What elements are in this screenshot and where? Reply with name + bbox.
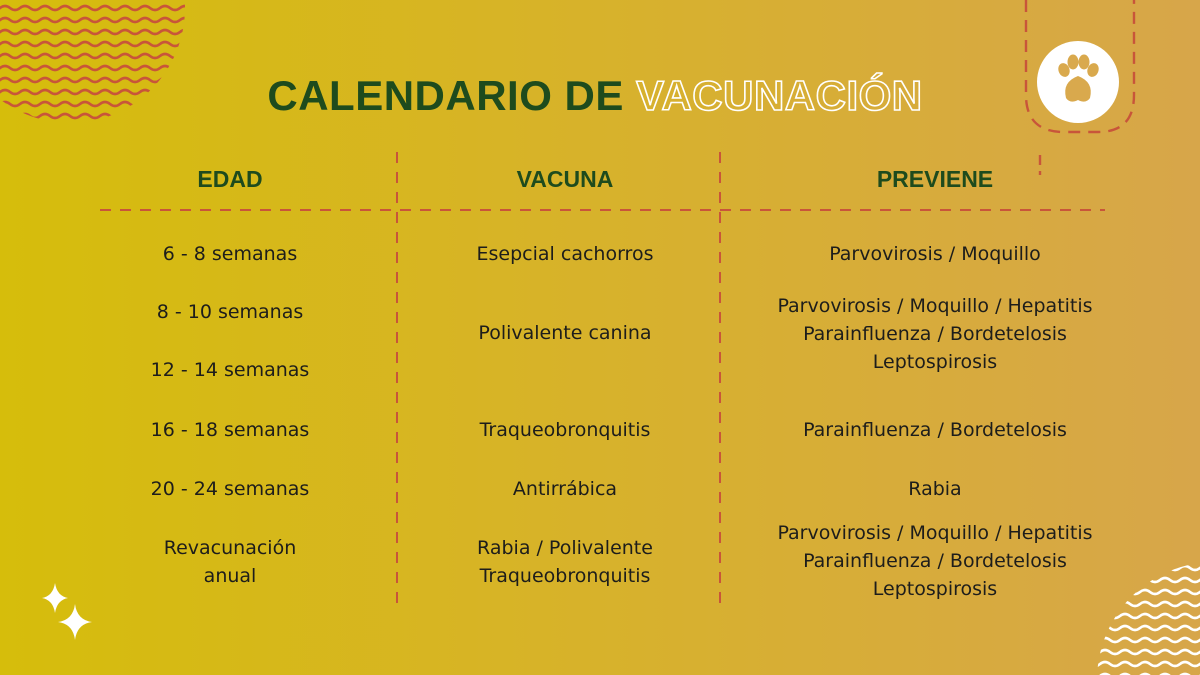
edad-cell: 16 - 18 semanas — [150, 419, 310, 441]
edad-cell — [100, 534, 360, 590]
wave-line — [0, 66, 200, 70]
header-edad: EDAD — [197, 166, 263, 192]
wave-line — [0, 18, 200, 22]
page-title — [0, 72, 1190, 120]
edad-line: Revacunación — [163, 537, 297, 559]
sparkles-icon — [42, 583, 92, 640]
wave-line — [1080, 662, 1200, 666]
header-previene: PREVIENE — [876, 166, 994, 192]
vacuna-cell — [430, 534, 700, 590]
previene-line: Parvovirosis / Moquillo / Hepatitis — [777, 295, 1093, 317]
previene-line: Leptospirosis — [872, 351, 998, 373]
wave-line — [0, 54, 200, 58]
wave-line — [1080, 626, 1200, 630]
edad-cell: 20 - 24 semanas — [150, 478, 310, 500]
previene-cell: Rabia — [908, 478, 962, 500]
header-vacuna: VACUNA — [516, 166, 614, 192]
previene-line: Parvovirosis / Moquillo / Hepatitis — [777, 522, 1093, 544]
wave-line — [1080, 614, 1200, 618]
previene-line: Parainfluenza / Bordetelosis — [803, 323, 1067, 345]
previene-cell: Parvovirosis / Moquillo — [829, 243, 1041, 265]
wave-line — [0, 30, 200, 34]
previene-cell — [760, 519, 1110, 603]
title-part-1: CALENDARIO DE — [267, 72, 624, 119]
previene-line: Leptospirosis — [872, 578, 998, 600]
vacuna-cell: Esepcial cachorros — [476, 243, 654, 265]
edad-cell: 8 - 10 semanas — [156, 301, 304, 323]
edad-cell: 6 - 8 semanas — [162, 243, 298, 265]
edad-cell: 12 - 14 semanas — [150, 359, 310, 381]
previene-cell — [760, 292, 1110, 376]
edad-line: anual — [203, 565, 257, 587]
vacuna-cell: Polivalente canina — [478, 322, 652, 344]
vacuna-line: Traqueobronquitis — [479, 565, 651, 587]
vacuna-cell: Antirrábica — [512, 478, 618, 500]
vacuna-line: Rabia / Polivalente — [477, 537, 653, 559]
previene-cell: Parainfluenza / Bordetelosis — [803, 419, 1067, 441]
wave-line — [1080, 638, 1200, 642]
title-part-2: VACUNACIÓN — [636, 72, 923, 119]
vacuna-cell: Traqueobronquitis — [479, 419, 651, 441]
wave-line — [0, 42, 200, 46]
previene-line: Parainfluenza / Bordetelosis — [803, 550, 1067, 572]
wave-line — [1080, 650, 1200, 654]
wave-line — [0, 6, 200, 10]
